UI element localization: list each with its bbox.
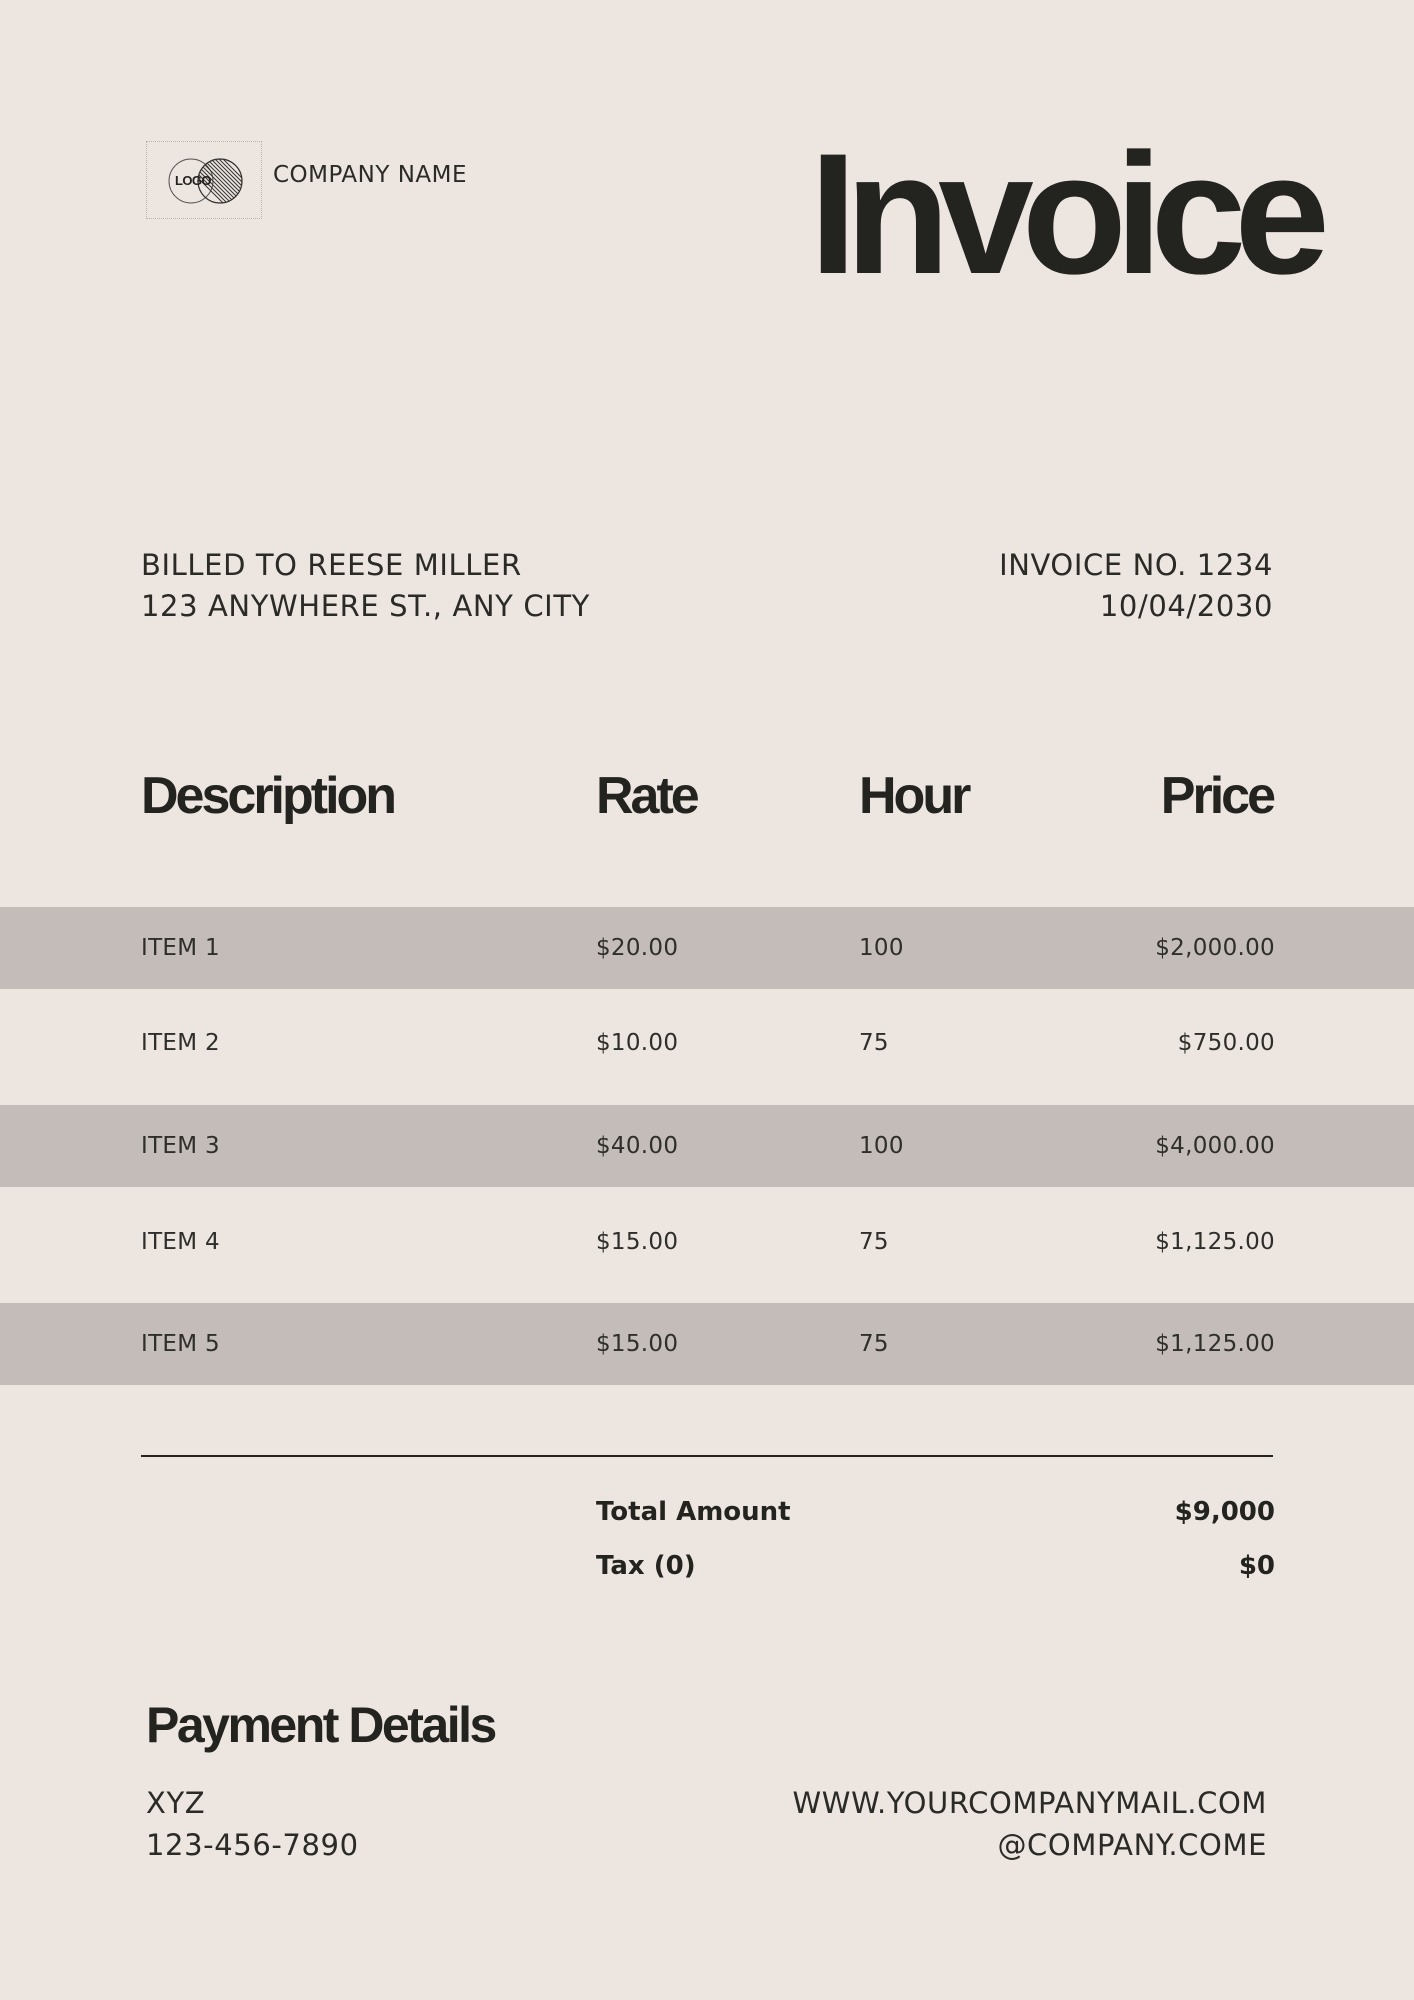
item-rate: $15.00: [596, 1229, 679, 1255]
item-rate: $20.00: [596, 935, 679, 961]
payment-phone: 123-456-7890: [146, 1828, 359, 1862]
payment-handle: @COMPANY.COME: [997, 1828, 1267, 1862]
table-row: [0, 1303, 1414, 1385]
total-amount-label: Total Amount: [596, 1497, 791, 1527]
item-price: $1,125.00: [1155, 1229, 1275, 1255]
payment-website: WWW.YOURCOMPANYMAIL.COM: [792, 1786, 1267, 1820]
tax-label: Tax (0): [596, 1551, 696, 1581]
company-name: COMPANY NAME: [273, 162, 468, 188]
column-header-hour: Hour: [859, 767, 969, 825]
payment-name: XYZ: [146, 1786, 206, 1820]
invoice-number: INVOICE NO. 1234: [999, 548, 1273, 582]
billed-to: BILLED TO REESE MILLER: [141, 548, 522, 582]
item-hour: 100: [859, 1133, 904, 1159]
tax-value: $0: [1238, 1551, 1275, 1581]
item-description: ITEM 1: [141, 935, 220, 961]
item-rate: $15.00: [596, 1331, 679, 1357]
item-description: ITEM 4: [141, 1229, 220, 1255]
column-header-description: Description: [141, 767, 395, 825]
total-amount-value: $9,000: [1174, 1497, 1275, 1527]
item-price: $2,000.00: [1155, 935, 1275, 961]
item-description: ITEM 2: [141, 1030, 220, 1056]
table-row: [0, 907, 1414, 989]
invoice-date: 10/04/2030: [1099, 589, 1273, 623]
item-hour: 75: [859, 1030, 889, 1056]
divider: [141, 1455, 1273, 1457]
item-hour: 75: [859, 1229, 889, 1255]
table-row: [0, 1201, 1414, 1283]
item-rate: $40.00: [596, 1133, 679, 1159]
item-rate: $10.00: [596, 1030, 679, 1056]
table-row: [0, 1105, 1414, 1187]
item-price: $4,000.00: [1155, 1133, 1275, 1159]
item-hour: 75: [859, 1331, 889, 1357]
billed-address: 123 ANYWHERE ST., ANY CITY: [141, 589, 590, 623]
logo-text: LOGO: [175, 173, 211, 188]
payment-details-title: Payment Details: [146, 1697, 495, 1753]
item-price: $750.00: [1177, 1030, 1275, 1056]
item-description: ITEM 3: [141, 1133, 220, 1159]
invoice-title: Invoice: [809, 118, 1318, 310]
table-row: [0, 1002, 1414, 1084]
column-header-rate: Rate: [596, 767, 697, 825]
item-price: $1,125.00: [1155, 1331, 1275, 1357]
item-description: ITEM 5: [141, 1331, 220, 1357]
column-header-price: Price: [1160, 767, 1273, 825]
item-hour: 100: [859, 935, 904, 961]
